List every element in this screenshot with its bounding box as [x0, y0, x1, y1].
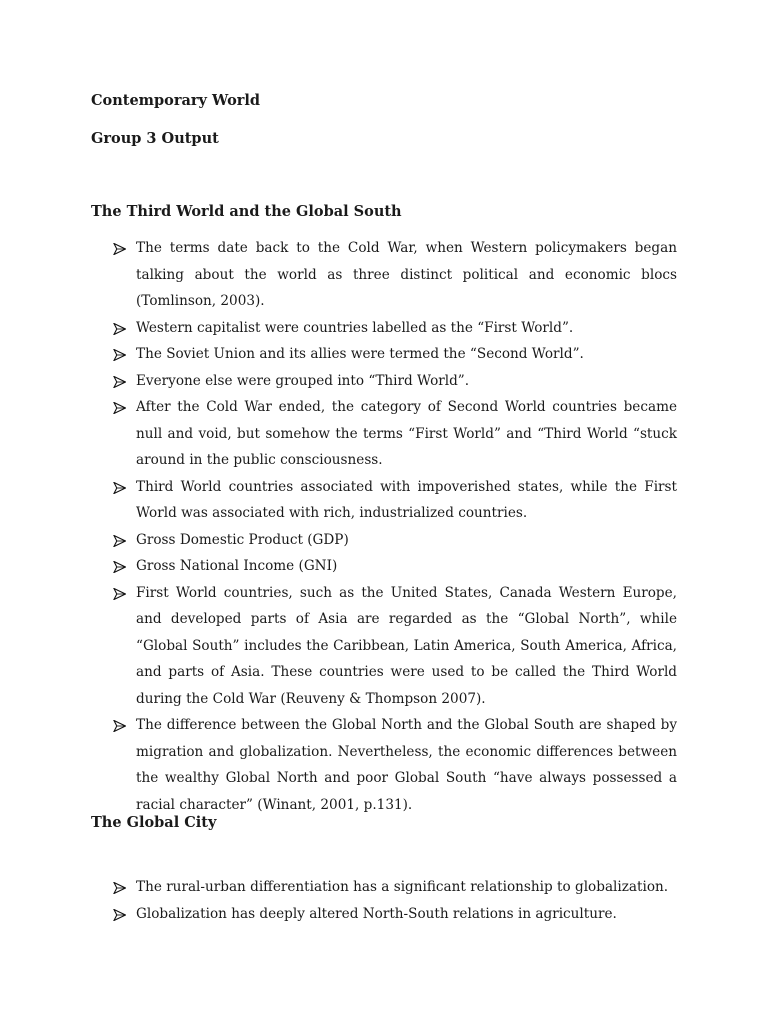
bullet-text: Everyone else were grouped into “Third World”. [136, 372, 470, 389]
list-item [0, 341, 768, 368]
list-item [0, 553, 768, 580]
arrowhead-bullet-icon [113, 588, 126, 600]
bullet-text: Western capitalist were countries labelled as the “First World”. [136, 319, 574, 336]
arrowhead-bullet-icon [113, 376, 126, 388]
arrowhead-bullet-icon [113, 720, 126, 732]
list-item [0, 712, 768, 818]
bullet-text: The terms date back to the Cold War, when Western policymakers began talking about the world as three distinct political and economic blocs (Tomlinson, 2003). [136, 240, 677, 309]
bullet-text: Globalization has deeply altered North-South relations in agriculture. [136, 905, 617, 922]
bullet-text: After the Cold War ended, the category of Second World countries became null and void, but somehow the terms “First World” and “Third World “stuck around in the public consciousness. [136, 399, 677, 468]
list-item [0, 315, 768, 342]
bullet-text: The difference between the Global North and the Global South are shaped by migration and globalization. Nevertheless, the economic differences between the wealthy Global North and poor Global South “have always possessed a racial character” (Winant, 2001, p.131). [136, 717, 677, 813]
list-item [0, 874, 768, 901]
bullet-text: Gross National Income (GNI) [136, 558, 338, 574]
arrowhead-bullet-icon [113, 323, 126, 335]
section-title-global-city: The Global City [91, 814, 217, 831]
list-item [0, 527, 768, 554]
bullet-list-global-city [0, 874, 768, 927]
arrowhead-bullet-icon [113, 402, 126, 414]
bullet-text: Third World countries associated with impoverished states, while the First World was associated with rich, industrialized countries. [136, 478, 677, 521]
document-title: Contemporary World [91, 92, 261, 109]
bullet-list-third-world [0, 235, 768, 818]
bullet-text: The rural-urban differentiation has a significant relationship to globalization. [136, 879, 669, 895]
arrowhead-bullet-icon [113, 882, 126, 894]
list-item [0, 394, 768, 474]
arrowhead-bullet-icon [113, 243, 126, 255]
group-label: Group 3 Output [91, 130, 219, 147]
arrowhead-bullet-icon [113, 561, 126, 573]
arrowhead-bullet-icon [113, 349, 126, 361]
bullet-text: First World countries, such as the United States, Canada Western Europe, and developed parts of Asia are regarded as the “Global North”, while “Global South” includes the Caribbean, Latin America, South America, Africa, and parts of Asia. These countries were used to be called the Third World during the Cold War (Reuveny & Thompson 2007). [136, 584, 677, 707]
list-item [0, 474, 768, 527]
arrowhead-bullet-icon [113, 909, 126, 921]
bullet-text: The Soviet Union and its allies were termed the “Second World”. [136, 346, 584, 362]
arrowhead-bullet-icon [113, 482, 126, 494]
list-item [0, 901, 768, 928]
arrowhead-bullet-icon [113, 535, 126, 547]
section-title-third-world: The Third World and the Global South [91, 203, 402, 220]
list-item [0, 580, 768, 713]
bullet-text: Gross Domestic Product (GDP) [136, 531, 349, 548]
list-item [0, 368, 768, 395]
list-item [0, 235, 768, 315]
